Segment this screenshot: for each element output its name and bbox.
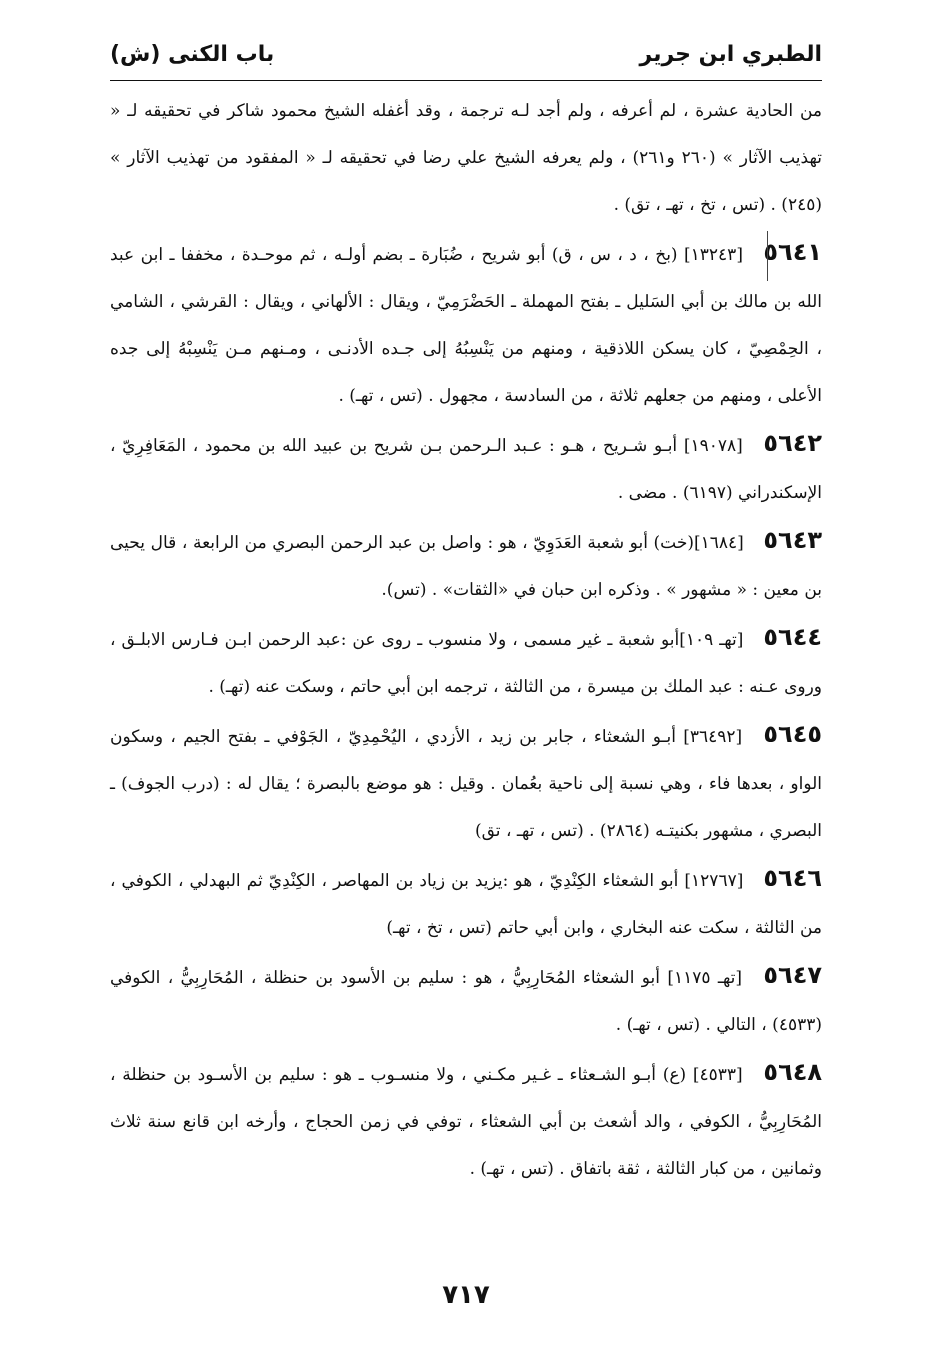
entry-number: ٥٦٤٧ xyxy=(763,961,822,989)
entry-5647 xyxy=(110,952,822,1049)
page-body xyxy=(110,88,822,1193)
entry-text: [٣٦٤٩٢] أبـو الشعثاء ، جابر بن زيد ، الأزدي ، اليُحْمِدِيّ ، الجَوْفي ـ بفتح الجيم ، وسكون الواو ، بعدها فاء ، وهي نسبة إلى ناحية بعُمان . وقيل : هو موضع بالبصرة ؛ يقال له : (درب الجوف) ـ البصري ، مشهور بكنيتـه (٢٨٦٤) . (تس ، تهـ ، تق) xyxy=(110,727,822,841)
chapter-title: باب الكنى (ش) xyxy=(110,41,275,67)
entry-number: ٥٦٤٨ xyxy=(763,1058,823,1086)
intro-paragraph: من الحادية عشرة ، لم أعرفه ، ولم أجد لـه ترجمة ، وقد أغفله الشيخ محمود شاكر في تحقيقه لـ « تهذيب الآثار » (٢٦٠ و٢٦١) ، ولم يعرفه الشيخ علي رضا في تحقيقه لـ « المفقود من تهذيب الآثار » (٢٤٥) . (تس ، تخ ، تهـ ، تق) . xyxy=(110,101,823,215)
entry-5648 xyxy=(110,1049,822,1193)
entry-number: ٥٦٤١ xyxy=(763,238,822,266)
book-title: الطبري ابن جرير xyxy=(639,41,822,67)
entry-number: ٥٦٤٦ xyxy=(763,864,822,892)
entry-5641 xyxy=(110,229,822,420)
entry-text: [١٦٨٤](خت) أبو شعبة العَدَوِيّ ، هو : واصل بن عبد الرحمن البصري من الرابعة ، قال يحيى بن معين : « مشهور » . وذكره ابن حبان في «الثقات» . (تس). xyxy=(110,533,822,600)
page-number: ٧١٧ xyxy=(442,1280,490,1310)
entry-5642 xyxy=(110,420,822,517)
entry-number: ٥٦٤٥ xyxy=(763,720,822,748)
entry-text: [تهـ ١٠٩]أبو شعبة ـ غير مسمى ، ولا منسوب ـ روى عن :عبد الرحمن ابـن فـارس الابلـق ، وروى عـنه : عبد الملك بن ميسرة ، من الثالثة ، ترجمه ابن أبي حاتم ، وسكت عنه (تهـ) . xyxy=(110,630,822,697)
entry-number: ٥٦٤٢ xyxy=(763,429,823,457)
entry-5645 xyxy=(110,711,822,855)
entry-text: [١٢٧٦٧] أبو الشعثاء الكِنْدِيّ ، هو :يزيد بن زياد بن المهاصر ، الكِنْدِيّ ثم البهدلي ، الكوفي ، من الثالثة ، سكت عنه البخاري ، وابن أبي حاتم (تس ، تخ ، تهـ) xyxy=(110,871,822,938)
margin-bar xyxy=(767,231,768,281)
entry-text: [تهـ ١١٧٥] أبو الشعثاء المُحَارِبِيُّ ، هو : سليم بن الأسود بن حنظلة ، المُحَارِبِيُّ ، الكوفي (٤٥٣٣) ، التالي . (تس ، تهـ) . xyxy=(110,968,822,1035)
entry-5644 xyxy=(110,614,822,711)
entry-number: ٥٦٤٣ xyxy=(763,526,822,554)
entry-text: [١٣٢٤٣] (بخ ، د ، س ، ق) أبو شريح ، ضُبَارة ـ بضم أولـه ، ثم موحـدة ، مخففا ـ ابن عبد الله بن مالك بن أبي السَليل ـ بفتح المهملة ـ الحَضْرَمِيّ ، ويقال : الألهاني ، ويقال : القرشي ، الشامي ، الحِمْصِيّ ، كان يسكن اللاذقية ، ومنهم من يَنْسِبُهُ إلى جـده الأدنـى ، ومـنهم مـن يَنْسِبْهُ إلى جده الأعلى ، ومنهم من جعلهم ثلاثة ، من السادسة ، مجهول . (تس ، تهـ) . xyxy=(110,245,822,406)
entry-text: [١٩٠٧٨] أبـو شـريح ، هـو : عـبد الـرحمن بـن شريح بن عبيد الله بن محمود ، المَعَافِرِيّ ، الإسكندراني (٦١٩٧) . مضى . xyxy=(110,436,822,503)
header-rule xyxy=(110,80,822,81)
entry-5643 xyxy=(110,517,822,614)
entry-text: [٤٥٣٣] (ع) أبـو الشـعثاء ـ غـير مكـني ، ولا منسـوب ـ هو : سليم بن الأسـود بن حنظلة ، المُحَارِبِيُّ ، الكوفي ، والد أشعث بن أبي الشعثاء ، توفي في زمن الحجاج ، وأرخه ابن قانع سنة ثلاث وثمانين ، من كبار الثالثة ، ثقة باتفاق . (تس ، تهـ) . xyxy=(110,1065,822,1179)
entry-number: ٥٦٤٤ xyxy=(763,623,822,651)
entry-5646 xyxy=(110,855,822,952)
page-header xyxy=(110,30,822,78)
